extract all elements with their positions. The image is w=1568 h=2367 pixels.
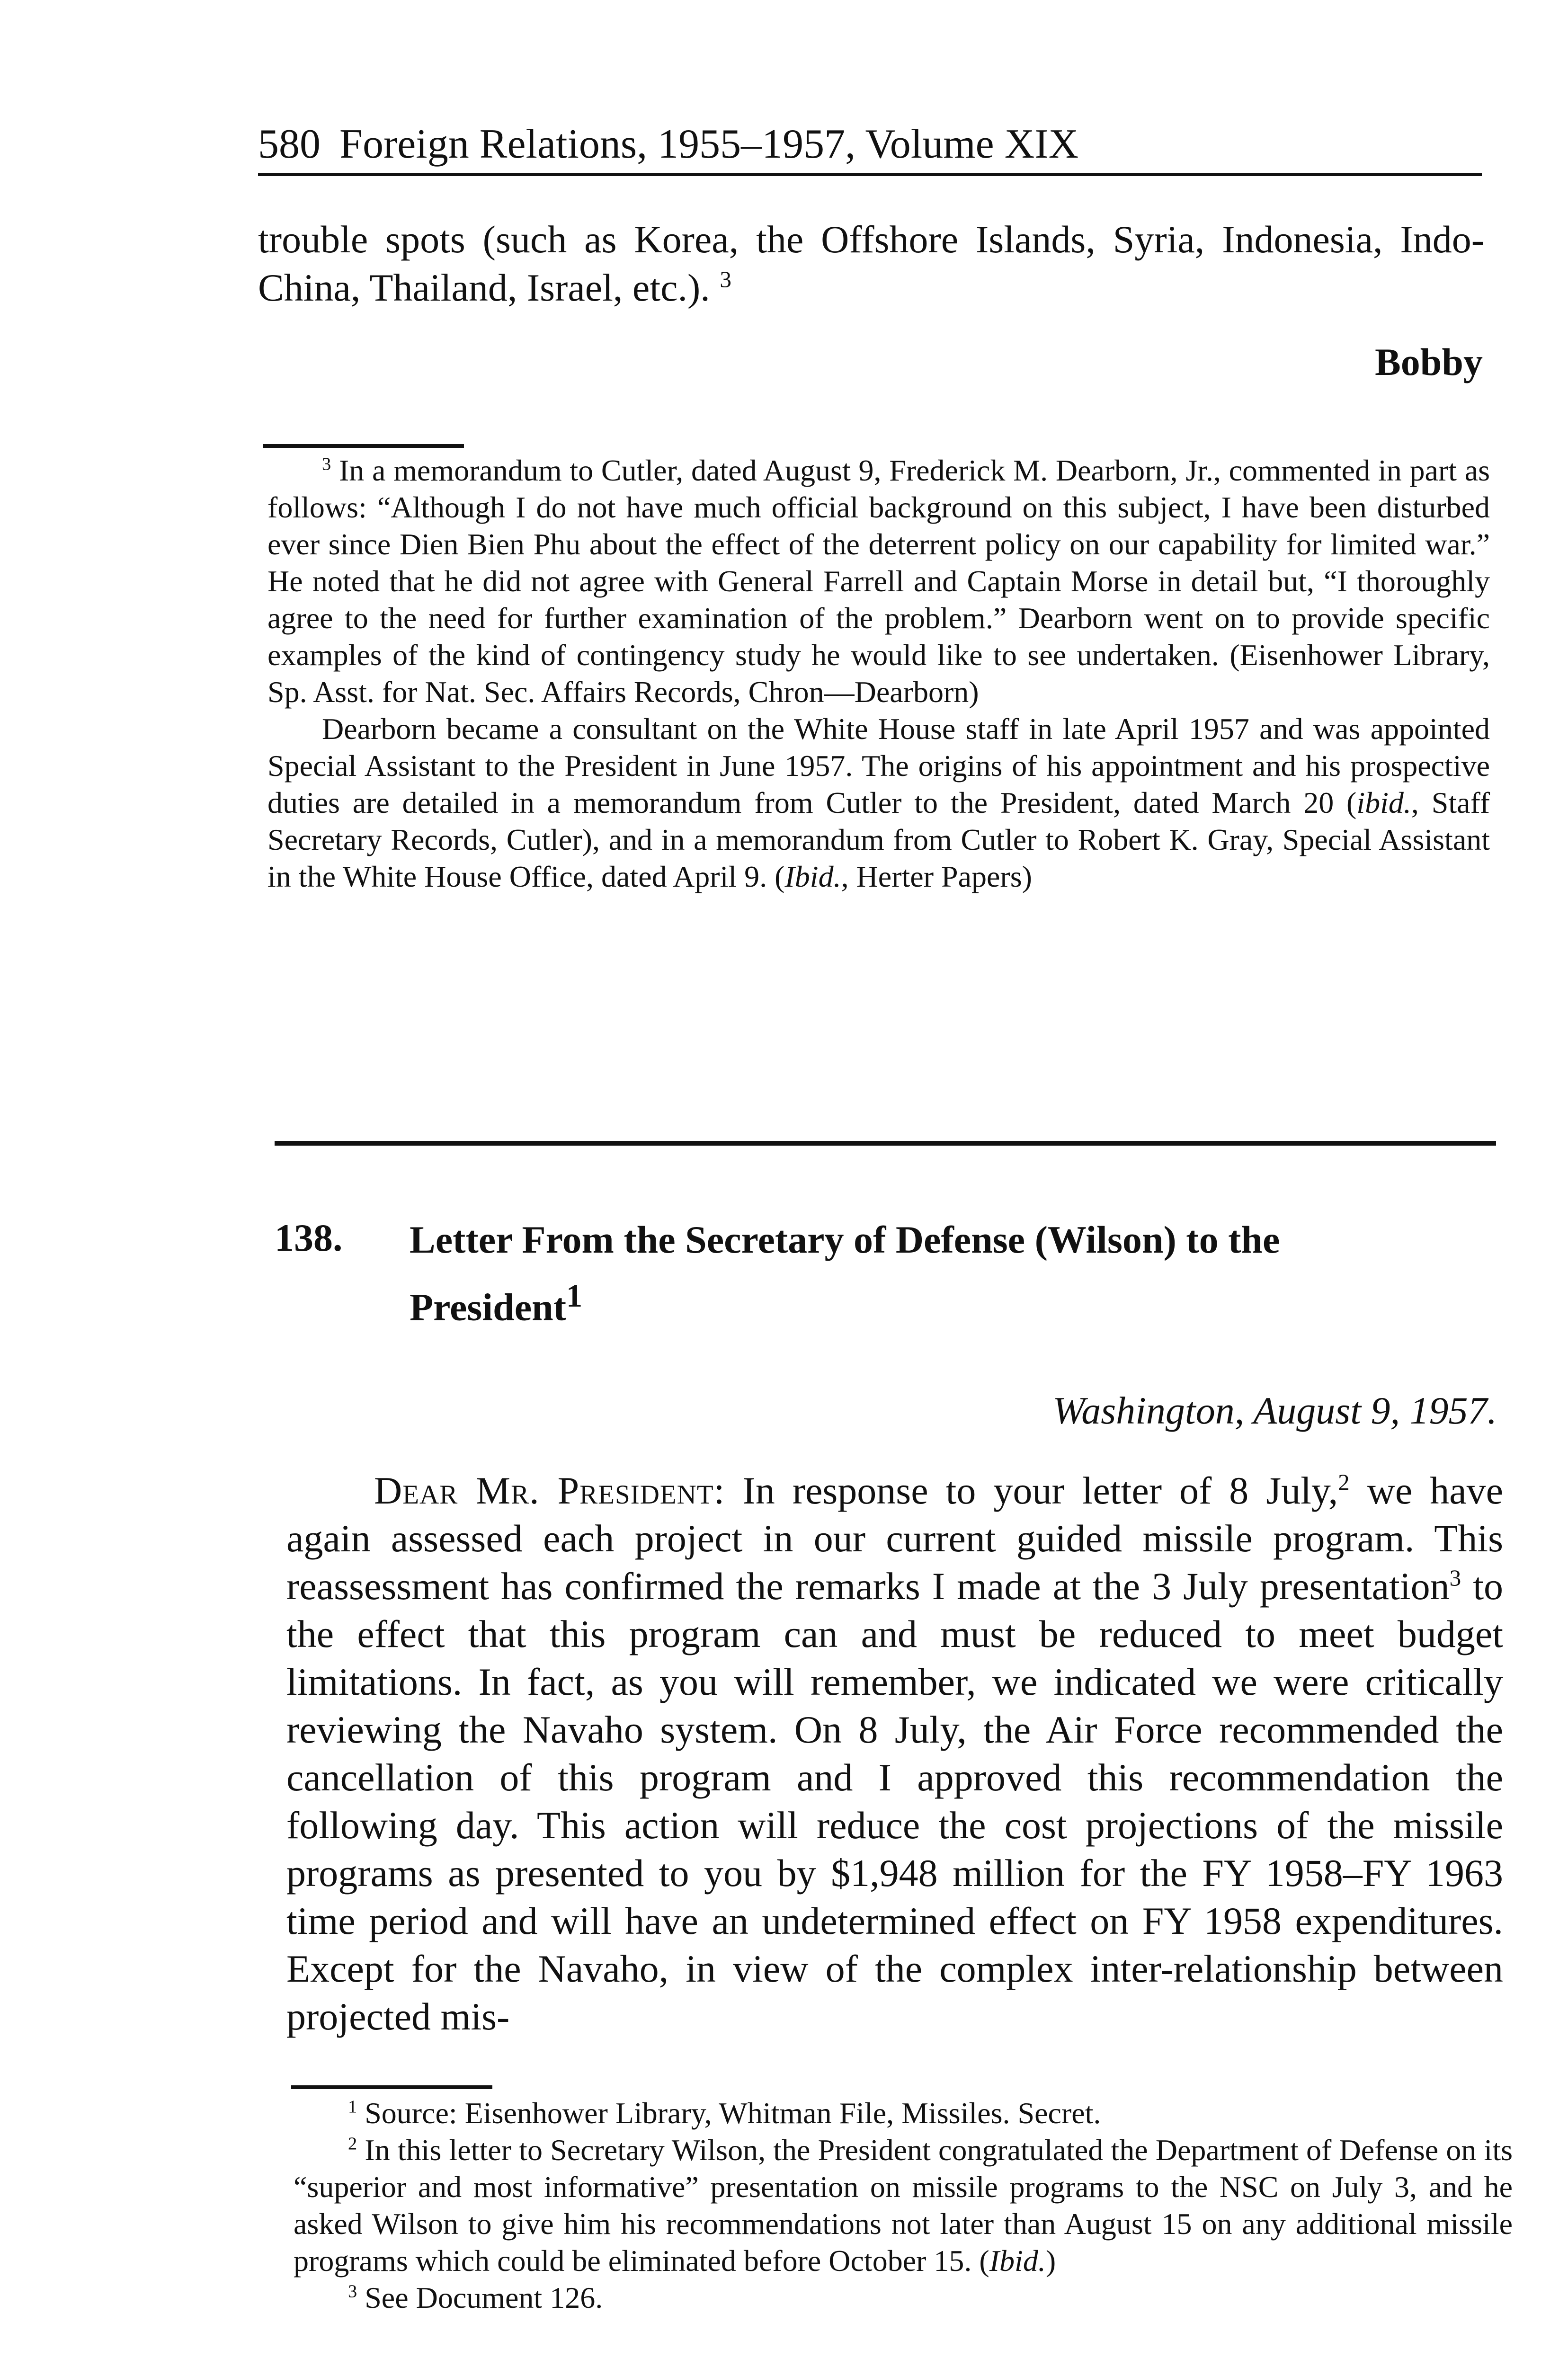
ibid-citation: Ibid. <box>784 860 841 893</box>
footnote-3-bottom <box>294 2279 1513 2316</box>
letter-text: to the effect that this program can and must be reduced to meet budget limitations. In fact, as you will remember, we indicated we were critically reviewing the Navaho system. On 8 July, the Air Force recommended the cancellation of this program and I approved this recommendation the following day. This action will reduce the cost projections of the missile programs as presented to you by $1,948 million for the FY 1958–FY 1963 time period and will have an undetermined effect on FY 1958 expenditures. Except for the Navaho, in view of the complex inter-relationship between projected mis- <box>286 1565 1504 2038</box>
document-number: 138. <box>275 1216 343 1259</box>
footnote-text: In a memorandum to Cutler, dated August 9, Frederick M. Dearborn, Jr., commented in part as follows: “Although I do not have much official background on this subject, I have been disturbed ever since Dien Bien Phu about the effect of the deterrent policy on our capability for limited war.” He noted that he did not agree with General Farrell and Captain Morse in detail but, “I thoroughly agree to the need for further examination of the problem.” Dearborn went on to provide specific examples of the kind of contingency study he would like to see undertaken. (Eisenhower Library, Sp. Asst. for Nat. Sec. Affairs Records, Chron—Dearborn) <box>267 454 1490 709</box>
footnote-1 <box>294 2095 1513 2132</box>
footnotes-top <box>267 452 1490 895</box>
continued-paragraph <box>258 215 1484 312</box>
salutation: Dear Mr. President: <box>374 1469 725 1512</box>
running-head <box>258 118 1482 176</box>
footnote-text: , Herter Papers) <box>841 860 1032 893</box>
footnotes-bottom <box>294 2095 1513 2316</box>
document-title-text: Letter From the Secretary of Defense (Wilson) to the President <box>410 1218 1280 1329</box>
letter-body <box>286 1467 1503 2040</box>
document-title <box>410 1212 1451 1335</box>
footnote-text: Dearborn became a consultant on the White House staff in late April 1957 and was appointed Special Assistant to the President in June 1957. The origins of his appointment and his prospective duties are detailed in a memorandum from Cutler to the President, dated March 20 ( <box>267 712 1490 819</box>
footnote-3-continued <box>267 711 1490 895</box>
footnote-2 <box>294 2132 1513 2279</box>
letter-text: In response to your letter of 8 July, <box>742 1469 1338 1512</box>
section-divider <box>275 1141 1496 1146</box>
letter-text: we have again assessed each project in our current guided missile program. This reassessment has confirmed the remarks I made at the 3 July presentation <box>286 1469 1504 1608</box>
page-number: 580 <box>258 121 321 167</box>
footnote-text: , Staff Secretary Records, Cutler), and in a memorandum from Cutler to Robert K. Gray, Special Assistant in the White House Office, dated April 9. ( <box>267 786 1490 893</box>
volume-title: Foreign Relations, 1955–1957, Volume XIX <box>339 121 1079 167</box>
footnote-ref: 3 <box>1449 1565 1461 1591</box>
footnote-marker: 3 <box>322 454 331 474</box>
ibid-citation: Ibid. <box>989 2244 1046 2278</box>
footnote-ref: 1 <box>566 1278 583 1314</box>
footnote-text: Source: Eisenhower Library, Whitman File, Missiles. Secret. <box>365 2096 1101 2130</box>
footnote-3 <box>267 452 1490 711</box>
footnote-ref: 2 <box>1338 1469 1350 1495</box>
footnote-text: ) <box>1045 2244 1056 2278</box>
ibid-citation: ibid. <box>1356 786 1411 819</box>
footnote-marker: 1 <box>348 2097 357 2117</box>
dateline: Washington, August 9, 1957. <box>1052 1389 1497 1432</box>
continued-text: trouble spots (such as Korea, the Offshore Islands, Syria, Indonesia, Indo-China, Thailand, Israel, etc.). <box>258 218 1484 309</box>
footnote-text: See Document 126. <box>365 2281 603 2314</box>
signature: Bobby <box>1375 340 1483 383</box>
footnote-text: In this letter to Secretary Wilson, the President congratulated the Department of Defense on its “superior and most informative” presentation on missile programs to the NSC on July 3, and he asked Wilson to give him his recommendations not later than August 15 on any additional missile programs which could be eliminated before October 15. ( <box>294 2133 1513 2278</box>
footnote-marker: 2 <box>348 2134 357 2154</box>
footnote-divider <box>291 2085 492 2089</box>
footnote-divider <box>263 444 464 448</box>
footnote-ref: 3 <box>720 266 731 293</box>
footnote-marker: 3 <box>348 2281 357 2302</box>
